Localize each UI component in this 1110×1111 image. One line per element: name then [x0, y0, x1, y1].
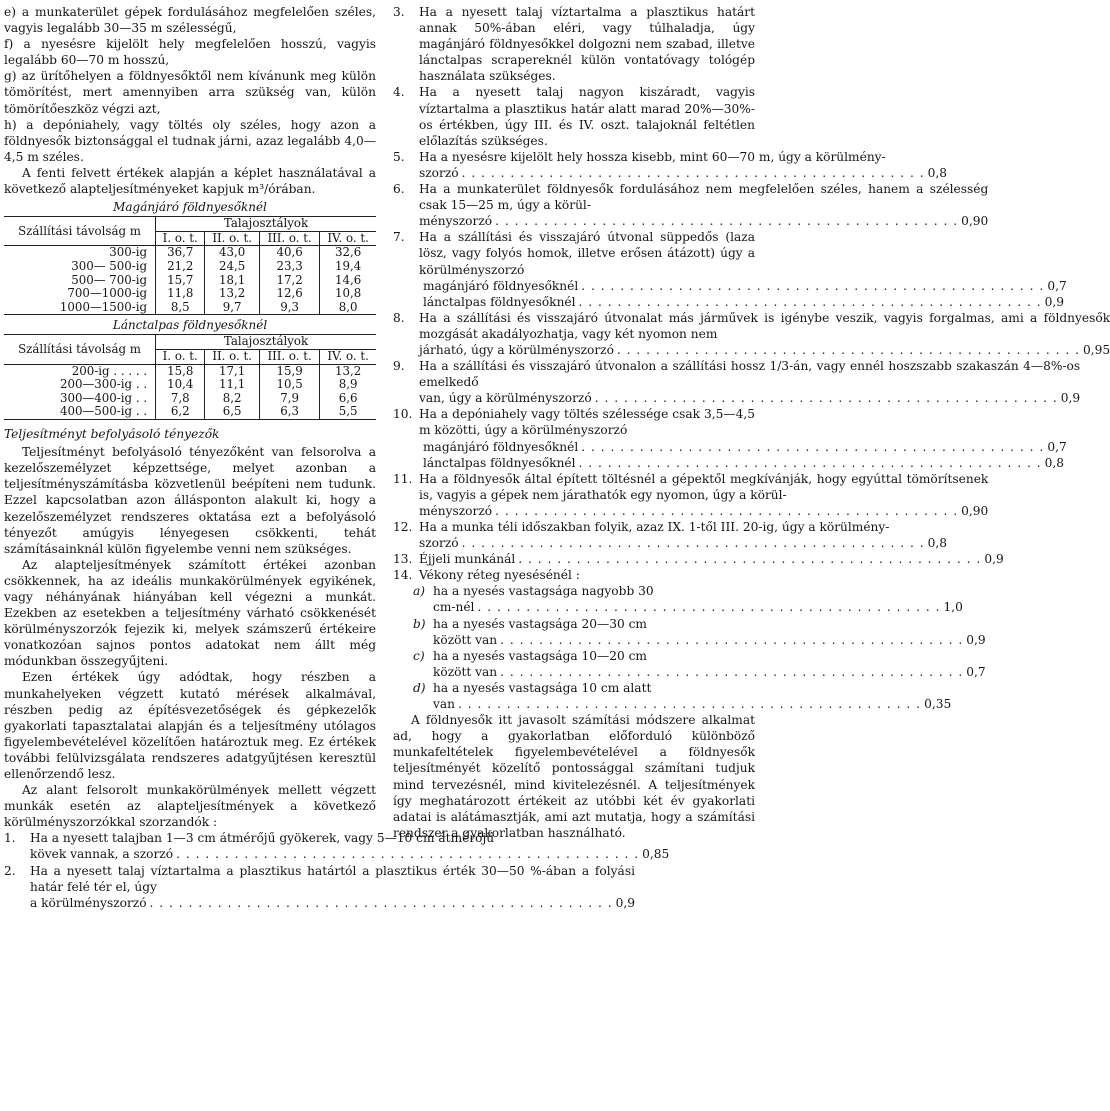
item-number: 7.: [393, 230, 405, 245]
sub-text: ha a nyesés vastagsága nagyobb 30: [433, 584, 654, 599]
sub-text: ha a nyesés vastagsága 20—30 cm: [433, 616, 647, 631]
distance-cell: 500— 700-ig: [71, 272, 148, 287]
paragraph-3: Ezen értékek úgy adódtak, hogy részben a munkahelyeken végzett kutató mérések alkalmával, részben pedig az építésvezetőségek és gépkezelők gyakorlati tapasztalatai alapján és a teljesítmény utólagos figyelembevételével közelítően határoztuk meg. Ez értékek további felülvizsgálata rendszeres adatgyűjtésen keresztül ellenőrzendő lesz.: [4, 670, 376, 781]
item-number: 5.: [393, 149, 405, 164]
paragraph-4: Az alant felsorolt munkakörülmények mellett végzett munkák esetén az alapteljesítmények a következő körülményszorzókkal szorzandók :: [4, 783, 376, 830]
table1-col-head: Szállítási távolság m: [4, 217, 156, 246]
value-cell: 40,6: [260, 246, 320, 260]
item-body: [419, 406, 755, 438]
distance-cell: 1000—1500-ig: [59, 299, 148, 314]
sub-body: [433, 680, 951, 712]
item-text: Ha a szállítási és visszajáró útvonalat más járművek is igénybe veszik, vagyis forgalmas, ami a földnyesők mozgását akadályozhatja, vagy két nyomon nem: [419, 310, 1110, 341]
item-number: 8.: [393, 310, 405, 325]
table1-caption: Magánjáró földnyesőknél: [113, 200, 267, 215]
leader-label: ményszorzó: [419, 503, 493, 518]
value-cell: 17,1: [205, 364, 260, 378]
condition-h: h) a depóniahely, vagy töltés oly széles, hogy azon a földnyesők biztonsággal el tudnak járni, azaz legalább 4,0—4,5 m széles.: [4, 117, 376, 164]
factor-item: [393, 149, 948, 181]
item-body: [419, 181, 988, 229]
table-self-propelled: [4, 216, 376, 315]
value-cell: 8,5: [156, 301, 205, 315]
leader-label: magánjáró földnyesőknél: [423, 278, 579, 293]
item-number: 1.: [4, 831, 16, 846]
value-cell: 8,2: [205, 392, 260, 406]
leader-label: van, úgy a körülményszorzó: [419, 391, 592, 406]
value-cell: 15,8: [156, 364, 205, 378]
item-number: 13.: [393, 552, 413, 567]
table2-class: I. o. t.: [156, 350, 205, 365]
factor-value: 0,90: [961, 214, 989, 229]
sub-factor-line: [433, 632, 986, 648]
value-cell: 15,7: [156, 274, 205, 288]
table2-group-head: Talajosztályok: [156, 335, 376, 350]
sub-factor: [393, 439, 1067, 455]
sub-factor-line: [423, 455, 1064, 471]
table2-col-head: Szállítási távolság m: [4, 335, 156, 364]
table-row: [4, 364, 376, 378]
factor-value: 0,9: [615, 895, 635, 910]
item-number: 14.: [393, 568, 413, 583]
item-text: Ha a depóniahely vagy töltés szélessége csak 3,5—4,5 m közötti, úgy a körülményszorzó: [419, 407, 755, 438]
section-title: Teljesítményt befolyásoló tényezők: [4, 427, 220, 442]
value-cell: 6,5: [205, 405, 260, 419]
factor-item: [393, 551, 1004, 567]
leader-dots: . . . . . . . . . . . . . . . . . . . . . . . . . . . . . . . . . . . . . . . . . . . . . . . .: [500, 632, 964, 647]
leader-label: szorzó: [419, 165, 459, 180]
value-cell: 13,2: [320, 364, 376, 378]
value-cell: 8,9: [320, 378, 376, 392]
value-cell: 10,4: [156, 378, 205, 392]
leader-label: lánctalpas földnyesőknél: [423, 455, 576, 470]
distance-cell: 300— 500-ig: [71, 259, 148, 273]
factor-item: [393, 406, 755, 438]
value-cell: 9,7: [205, 301, 260, 315]
factor-item: [393, 4, 755, 84]
table1-class: IV. o. t.: [320, 231, 376, 246]
item-number: 2.: [4, 863, 16, 878]
distance-cell: 200—300-ig . .: [59, 377, 148, 392]
value-cell: 7,8: [156, 392, 205, 406]
leader-label: magánjáró földnyesőknél: [423, 439, 579, 454]
table-row: [4, 274, 376, 288]
factor-value: 0,9: [1060, 391, 1081, 406]
leader-dots: . . . . . . . . . . . . . . . . . . . . . . . . . . . . . . . . . . . . . . . . . . . . . . . .: [500, 664, 964, 679]
leader-dots: . . . . . . . . . . . . . . . . . . . . . . . . . . . . . . . . . . . . . . . . . . . . . . . .: [461, 165, 925, 180]
leader-dots: . . . . . . . . . . . . . . . . . . . . . . . . . . . . . . . . . . . . . . . . . . . . . . . .: [458, 697, 922, 712]
sub-factor: [393, 455, 1064, 471]
leader-label: van: [433, 697, 456, 712]
value-cell: 32,6: [320, 246, 376, 260]
item-text: Vékony réteg nyesésénél :: [419, 568, 580, 583]
thin-layer-item: [393, 616, 986, 648]
item-factor: [419, 165, 947, 181]
table-row: [4, 301, 376, 315]
sub-text: ha a nyesés vastagsága 10—20 cm: [433, 648, 647, 663]
value-cell: 19,4: [320, 260, 376, 274]
value-cell: 36,7: [156, 246, 205, 260]
item-body: [419, 567, 755, 583]
table-row: [4, 405, 376, 419]
factor-value: 0,8: [927, 165, 948, 180]
table1-class: I. o. t.: [156, 231, 205, 246]
factor-item: [4, 830, 670, 862]
factor-value: 0,9: [984, 552, 1004, 567]
item-number: 10.: [393, 407, 413, 422]
table1-class: II. o. t.: [205, 231, 260, 246]
value-cell: 6,6: [320, 392, 376, 406]
thin-layer-item: [393, 648, 986, 680]
item-factor: [419, 213, 988, 229]
right-column: [393, 4, 1110, 841]
sub-factor-line: [433, 599, 963, 615]
leader-label: között van: [433, 664, 498, 679]
value-cell: 11,1: [205, 378, 260, 392]
table1-class: III. o. t.: [260, 231, 320, 246]
item-number: 6.: [393, 182, 405, 197]
factor-value: 0,7: [1047, 278, 1067, 293]
sub-body: [433, 583, 963, 615]
value-cell: 10,5: [260, 378, 320, 392]
sub-factor-line: [433, 696, 951, 712]
table-row: [4, 260, 376, 274]
factor-item: [393, 181, 989, 229]
factor-value: 0,8: [1044, 455, 1064, 470]
value-cell: 5,5: [320, 405, 376, 419]
item-text: Ha a szállítási és visszajáró útvonal süppedős (laza lösz, vagy folyós homok, illetve erősen átázott) úgy a körülményszorzó: [419, 230, 755, 277]
value-cell: 15,9: [260, 364, 320, 378]
item-text: Ha a nyesett talaj nagyon kiszáradt, vagyis víztartalma a plasztikus határ alatt marad 20%—30%-os értékben, úgy III. és IV. oszt. talajoknál feltétlen előlazítás szükséges.: [419, 85, 755, 148]
item-factor: [419, 342, 1110, 358]
table-row: [4, 378, 376, 392]
right-factor-list: [393, 4, 1110, 712]
item-text: Ha a szállítási és visszajáró útvonalon a szállítási hossz 1/3-án, vagy ennél hoszszabb szakaszán 4—8%-os emelkedő: [419, 359, 1081, 390]
item-factor: [419, 390, 1080, 406]
item-factor: [419, 503, 988, 519]
factor-value: 0,90: [961, 503, 989, 518]
leader-dots: . . . . . . . . . . . . . . . . . . . . . . . . . . . . . . . . . . . . . . . . . . . . . . . .: [581, 439, 1045, 454]
leader-label: Éjjeli munkánál: [419, 552, 516, 567]
item-factor: [419, 535, 947, 551]
leader-dots: . . . . . . . . . . . . . . . . . . . . . . . . . . . . . . . . . . . . . . . . . . . . . . . .: [149, 895, 613, 910]
value-cell: 9,3: [260, 301, 320, 315]
leader-dots: . . . . . . . . . . . . . . . . . . . . . . . . . . . . . . . . . . . . . . . . . . . . . . . .: [518, 552, 982, 567]
factor-value: 0,95: [1082, 342, 1110, 357]
intro-paragraph: A fenti felvett értékek alapján a képlet használatával a következő alapteljesítményeket kapjuk m³/órában.: [4, 165, 376, 197]
factor-value: 0,7: [1047, 439, 1067, 454]
table-row: [4, 246, 376, 260]
left-factor-list: [4, 830, 670, 910]
value-cell: 11,8: [156, 287, 205, 301]
leader-dots: . . . . . . . . . . . . . . . . . . . . . . . . . . . . . . . . . . . . . . . . . . . . . . . .: [578, 294, 1042, 309]
leader-dots: . . . . . . . . . . . . . . . . . . . . . . . . . . . . . . . . . . . . . . . . . . . . . . . .: [176, 847, 640, 862]
sub-body: [433, 616, 986, 648]
factor-item: [393, 229, 755, 277]
closing-paragraph: A földnyesők itt javasolt számítási módszere alkalmat ad, hogy a gyakorlatban előforduló különböző munkafeltételek figyelembevételével a földnyesők teljesítményét közelítő pontossággal számítani tudjuk mind tervezésnél, mind kivitelezésnél. A teljesítmények így meghatározott értékeit az utóbbi két év gyakorlati adatai is alátámasztják, ami azt mutatja, hogy a számítási rendszer a gyakorlatban használható.: [393, 713, 755, 840]
sub-factor-line: [423, 294, 1064, 310]
table-row: [4, 287, 376, 301]
sub-factor: [393, 278, 1067, 294]
value-cell: 6,2: [156, 405, 205, 419]
sub-letter: c): [413, 648, 425, 663]
condition-f: f) a nyesésre kijelölt hely megfelelően hosszú, vagyis legalább 60—70 m hosszú,: [4, 37, 376, 68]
item-body: [419, 551, 1004, 567]
condition-e: e) a munkaterület gépek fordulásához megfelelően széles, vagyis legalább 30—35 m szélességű,: [4, 5, 376, 36]
leader-label: ményszorzó: [419, 214, 493, 229]
sub-factor-line: [423, 439, 1067, 455]
item-body: [419, 149, 947, 181]
item-text: Ha a nyesett talajban 1—3 cm átmérőjű gyökerek, vagy 5—10 cm átmérőjű: [30, 831, 495, 846]
condition-g: g) az ürítőhelyen a földnyesőktől nem kívánunk meg külön tömörítést, mert amennyiben arra szükség van, külön tömörítőeszköz végzi azt,: [4, 69, 376, 116]
leader-label: cm-nél: [433, 600, 475, 615]
leader-label: járható, úgy a körülményszorzó: [419, 342, 614, 357]
table2-class: III. o. t.: [260, 350, 320, 365]
item-body: [419, 358, 1080, 406]
factor-item: [393, 358, 1081, 406]
factor-item: [4, 863, 635, 911]
factor-item: [393, 84, 755, 148]
sub-factor: [393, 294, 1064, 310]
item-number: 9.: [393, 359, 405, 374]
factor-value: 0,35: [924, 697, 952, 712]
factor-item: [393, 310, 1110, 358]
table-crawler: [4, 334, 376, 420]
thin-layer-item: [393, 583, 963, 615]
value-cell: 12,6: [260, 287, 320, 301]
item-body: [419, 471, 988, 519]
factor-item: [393, 471, 989, 519]
value-cell: 10,8: [320, 287, 376, 301]
value-cell: 13,2: [205, 287, 260, 301]
sub-letter: d): [413, 680, 426, 695]
sub-letter: a): [413, 584, 426, 599]
thin-layer-item: [393, 680, 952, 712]
item-body: [419, 229, 755, 277]
item-body: [419, 4, 755, 84]
sub-text: ha a nyesés vastagsága 10 cm alatt: [433, 680, 652, 695]
item-factor: [419, 551, 1004, 567]
distance-cell: 700—1000-ig: [67, 286, 148, 301]
item-factor: [30, 846, 669, 862]
item-text: Ha a munka téli időszakban folyik, azaz IX. 1-től III. 20-ig, úgy a körülmény-: [419, 520, 890, 534]
sub-letter: b): [413, 616, 426, 631]
table2-class: II. o. t.: [205, 350, 260, 365]
distance-cell: 200-ig . . . . .: [71, 363, 148, 378]
item-number: 12.: [393, 520, 413, 534]
item-text: Ha a nyesésre kijelölt hely hossza kisebb, mint 60—70 m, úgy a körülmény-: [419, 149, 886, 164]
leader-dots: . . . . . . . . . . . . . . . . . . . . . . . . . . . . . . . . . . . . . . . . . . . . . . . .: [495, 503, 959, 518]
leader-label: szorzó: [419, 536, 459, 551]
item-body: [30, 863, 635, 911]
table-row: [4, 392, 376, 406]
item-text: Ha a nyesett talaj víztartalma a plasztikus határt annak 50%-ában eléri, vagy túlhaladja, úgy magánjáró földnyesőkkel dolgozni nem szabad, illetve lánctalpas scrapereknél külön vontatóvagy tológép használata szükséges.: [419, 5, 755, 84]
leader-label: lánctalpas földnyesőknél: [423, 294, 576, 309]
item-text: Ha a földnyesők által épített töltésnél a gépektől megkívánják, hogy egyúttal tömörítsenek is, vagyis a gépek nem járathatók egy nyomon, úgy a körül-: [419, 471, 989, 502]
paragraph-2: Az alapteljesítmények számított értékei azonban csökkennek, ha az ideális munkakörülmények egyikének, vagy néhányának hiányában kell végezni a munkát. Ezekben az esetekben a teljesítmény várható csökkenését körülményszorzók fejezik ki, melyek számszerű értékeire vonatkozóan sajnos pontos adatokat nem állt még módunkban összegyűjteni.: [4, 557, 376, 669]
sub-factor-line: [423, 278, 1067, 294]
value-cell: 23,3: [260, 260, 320, 274]
factor-item: [393, 567, 755, 583]
leader-label: kövek vannak, a szorzó: [30, 847, 174, 862]
value-cell: 43,0: [205, 246, 260, 260]
value-cell: 14,6: [320, 274, 376, 288]
factor-value: 0,7: [966, 664, 986, 679]
leader-dots: . . . . . . . . . . . . . . . . . . . . . . . . . . . . . . . . . . . . . . . . . . . . . . . .: [616, 342, 1080, 357]
distance-cell: 400—500-ig . .: [59, 404, 148, 419]
factor-value: 1,0: [943, 600, 963, 615]
leader-dots: . . . . . . . . . . . . . . . . . . . . . . . . . . . . . . . . . . . . . . . . . . . . . . . .: [578, 455, 1042, 470]
item-body: [419, 84, 755, 148]
paragraph-1: Teljesítményt befolyásoló tényezőként van felsorolva a kezelőszemélyzet képzettsége, melyet azonban a teljesítményszámításba közvetlenül beépíteni nem tudunk. Ezzel kapcsolatban azon állásponton alakult ki, hogy a kezelőszemélyzet rendszeres oktatása ezt a befolyásoló tényezőt amúgyis lényegesen csökkenti, tehát számításainknál külön figyelembe venni nem szükséges.: [4, 445, 376, 556]
item-text: Ha a nyesett talaj víztartalma a plasztikus határtól a plasztikus érték 30—50 %-ában a folyási határ felé tér el, úgy: [30, 863, 635, 894]
value-cell: 8,0: [320, 301, 376, 315]
table1-group-head: Talajosztályok: [156, 217, 376, 232]
item-text: Ha a munkaterület földnyesők fordulásához nem megfelelően széles, hanem a szélesség csak 15—25 m, úgy a körül-: [419, 182, 989, 213]
factor-value: 0,9: [966, 632, 986, 647]
factor-value: 0,8: [927, 536, 948, 551]
item-number: 11.: [393, 471, 413, 486]
leader-dots: . . . . . . . . . . . . . . . . . . . . . . . . . . . . . . . . . . . . . . . . . . . . . . . .: [495, 214, 959, 229]
item-body: [419, 519, 947, 551]
item-factor: [30, 895, 635, 911]
table1-body: [4, 246, 376, 315]
value-cell: 17,2: [260, 274, 320, 288]
leader-dots: . . . . . . . . . . . . . . . . . . . . . . . . . . . . . . . . . . . . . . . . . . . . . . . .: [581, 278, 1045, 293]
factor-item: [393, 519, 948, 551]
leader-dots: . . . . . . . . . . . . . . . . . . . . . . . . . . . . . . . . . . . . . . . . . . . . . . . .: [477, 600, 941, 615]
leader-dots: . . . . . . . . . . . . . . . . . . . . . . . . . . . . . . . . . . . . . . . . . . . . . . . .: [594, 391, 1058, 406]
value-cell: 18,1: [205, 274, 260, 288]
table2-body: [4, 364, 376, 419]
distance-cell: 300-ig: [109, 245, 148, 260]
item-number: 4.: [393, 85, 405, 100]
factor-value: 0,85: [642, 847, 670, 862]
value-cell: 7,9: [260, 392, 320, 406]
item-body: [419, 310, 1110, 358]
value-cell: 24,5: [205, 260, 260, 274]
leader-dots: . . . . . . . . . . . . . . . . . . . . . . . . . . . . . . . . . . . . . . . . . . . . . . . .: [461, 536, 925, 551]
factor-value: 0,9: [1044, 294, 1064, 309]
leader-label: között van: [433, 632, 498, 647]
sub-factor-line: [433, 664, 986, 680]
distance-cell: 300—400-ig . .: [59, 390, 148, 405]
item-number: 3.: [393, 5, 405, 19]
value-cell: 21,2: [156, 260, 205, 274]
table2-class: IV. o. t.: [320, 350, 376, 365]
leader-label: a körülményszorzó: [30, 895, 147, 910]
sub-body: [433, 648, 986, 680]
table2-caption: Lánctalpas földnyesőknél: [112, 318, 268, 333]
value-cell: 6,3: [260, 405, 320, 419]
